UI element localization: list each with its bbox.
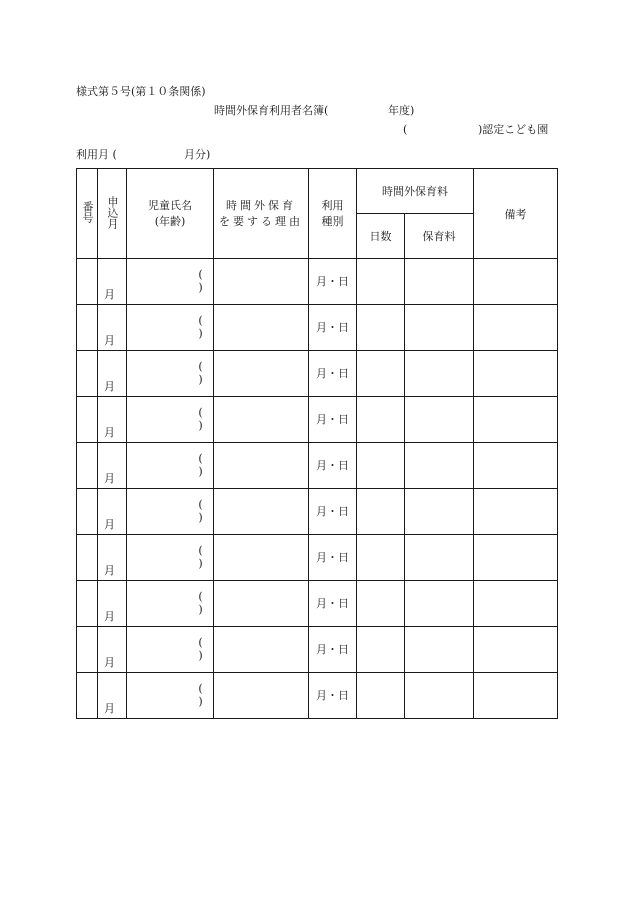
age-parentheses: () [198,452,203,478]
cell-usage-type[interactable]: 月・日 [309,489,357,535]
cell-child-name[interactable] [127,535,214,581]
cell-days[interactable] [357,535,405,581]
cell-days[interactable] [357,305,405,351]
cell-days[interactable] [357,259,405,305]
cell-number[interactable] [77,489,98,535]
cell-number[interactable] [77,397,98,443]
header-number: 番号 [77,169,98,259]
cell-applied-month[interactable] [98,351,127,397]
cell-fee[interactable] [405,259,474,305]
table-row [77,351,558,397]
cell-reason[interactable] [214,351,309,397]
cell-child-name[interactable] [127,259,214,305]
table-row [77,397,558,443]
cell-remarks[interactable] [474,397,558,443]
month-char: 月 [104,288,115,301]
header-usage-type-line1: 利用 [321,198,344,212]
cell-reason[interactable] [214,489,309,535]
cell-days[interactable] [357,351,405,397]
cell-remarks[interactable] [474,443,558,489]
roster-table [76,168,558,719]
cell-child-name[interactable] [127,489,214,535]
cell-usage-type[interactable]: 月・日 [309,259,357,305]
cell-applied-month[interactable] [98,397,127,443]
cell-applied-month[interactable] [98,489,127,535]
age-parentheses: () [198,682,203,708]
header-reason [214,169,309,259]
cell-usage-type[interactable]: 月・日 [309,581,357,627]
cell-number[interactable] [77,627,98,673]
header-child-name-line1: 児童氏名 [148,198,192,212]
age-parentheses: () [198,636,203,662]
cell-applied-month[interactable] [98,443,127,489]
table-row [77,627,558,673]
cell-applied-month[interactable] [98,259,127,305]
cell-days[interactable] [357,489,405,535]
header-child-name [127,169,214,259]
cell-number[interactable] [77,443,98,489]
cell-usage-type[interactable]: 月・日 [309,443,357,489]
cell-usage-type[interactable]: 月・日 [309,351,357,397]
header-fee-group: 時間外保育料 [357,169,474,214]
header-applied-month: 申込月 [98,169,127,259]
cell-child-name[interactable] [127,351,214,397]
cell-number[interactable] [77,673,98,719]
header-days: 日数 [357,214,405,259]
document-title-year: 年度) [388,104,415,117]
cell-applied-month[interactable] [98,535,127,581]
cell-fee[interactable] [405,305,474,351]
cell-fee[interactable] [405,397,474,443]
facility-name-label: )認定こども園 [478,123,549,136]
age-parentheses: () [198,268,203,294]
cell-child-name[interactable] [127,673,214,719]
cell-remarks[interactable] [474,305,558,351]
cell-number[interactable] [77,535,98,581]
cell-usage-type[interactable]: 月・日 [309,305,357,351]
table-row [77,673,558,719]
cell-number[interactable] [77,351,98,397]
table-row [77,443,558,489]
cell-remarks[interactable] [474,627,558,673]
cell-child-name[interactable] [127,581,214,627]
month-char: 月 [104,334,115,347]
cell-days[interactable] [357,397,405,443]
cell-number[interactable] [77,305,98,351]
header-reason-line2: を要する理由 [219,214,303,228]
header-reason-line1: 時間外保育 [226,198,296,212]
cell-fee[interactable] [405,351,474,397]
header-usage-type [309,169,357,259]
usage-month-label: 利用月 ( [76,148,117,161]
cell-remarks[interactable] [474,673,558,719]
month-char: 月 [104,518,115,531]
month-char: 月 [104,472,115,485]
header-remarks: 備考 [474,169,558,259]
table-row [77,581,558,627]
cell-reason[interactable] [214,259,309,305]
cell-remarks[interactable] [474,581,558,627]
cell-fee[interactable] [405,627,474,673]
cell-days[interactable] [357,673,405,719]
cell-reason[interactable] [214,673,309,719]
age-parentheses: () [198,590,203,616]
cell-child-name[interactable] [127,627,214,673]
age-parentheses: () [198,406,203,432]
usage-month-suffix: 月分) [184,148,211,161]
cell-number[interactable] [77,259,98,305]
cell-reason[interactable] [214,627,309,673]
cell-reason[interactable] [214,581,309,627]
cell-child-name[interactable] [127,397,214,443]
cell-reason[interactable] [214,305,309,351]
cell-usage-type[interactable]: 月・日 [309,627,357,673]
cell-reason[interactable] [214,535,309,581]
header-usage-type-line2: 種別 [321,214,344,228]
cell-fee[interactable] [405,443,474,489]
month-char: 月 [104,426,115,439]
cell-applied-month[interactable] [98,581,127,627]
age-parentheses: () [198,360,203,386]
cell-usage-type[interactable]: 月・日 [309,397,357,443]
age-parentheses: () [198,498,203,524]
facility-paren-open: ( [403,123,408,136]
cell-remarks[interactable] [474,259,558,305]
cell-reason[interactable] [214,443,309,489]
age-parentheses: () [198,544,203,570]
table-row [77,489,558,535]
month-char: 月 [104,702,115,715]
document-title: 時間外保育利用者名簿( [214,104,329,117]
cell-days[interactable] [357,443,405,489]
cell-fee[interactable] [405,581,474,627]
table-row [77,259,558,305]
cell-days[interactable] [357,581,405,627]
cell-reason[interactable] [214,397,309,443]
cell-number[interactable] [77,581,98,627]
table-row [77,535,558,581]
cell-fee[interactable] [405,489,474,535]
month-char: 月 [104,380,115,393]
cell-remarks[interactable] [474,489,558,535]
cell-applied-month[interactable] [98,673,127,719]
month-char: 月 [104,564,115,577]
age-parentheses: () [198,314,203,340]
cell-remarks[interactable] [474,535,558,581]
month-char: 月 [104,610,115,623]
cell-applied-month[interactable] [98,305,127,351]
cell-fee[interactable] [405,535,474,581]
header-child-name-line2: (年齢) [154,214,186,228]
cell-child-name[interactable] [127,443,214,489]
cell-fee[interactable] [405,673,474,719]
cell-usage-type[interactable]: 月・日 [309,535,357,581]
cell-usage-type[interactable]: 月・日 [309,673,357,719]
cell-child-name[interactable] [127,305,214,351]
table-row [77,305,558,351]
form-label: 様式第５号(第１０条関係) [76,85,206,98]
header-fee: 保育料 [405,214,474,259]
cell-days[interactable] [357,627,405,673]
cell-remarks[interactable] [474,351,558,397]
cell-applied-month[interactable] [98,627,127,673]
month-char: 月 [104,656,115,669]
